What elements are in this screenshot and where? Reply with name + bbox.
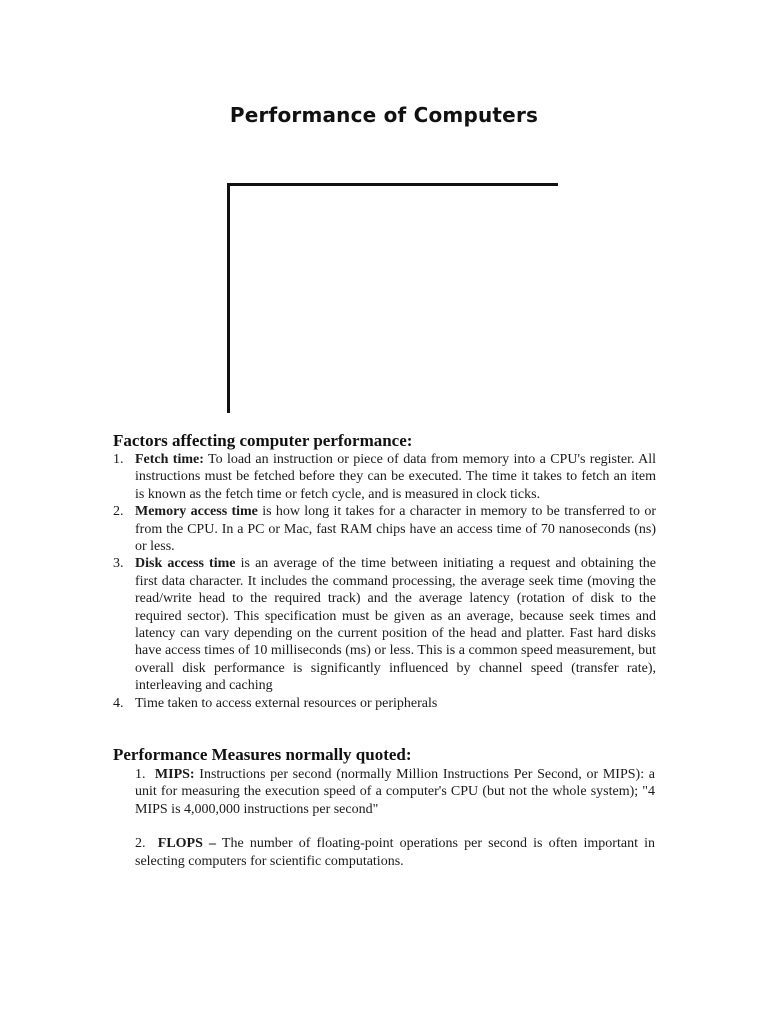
list-item — [113, 695, 656, 712]
frame-left-border — [227, 183, 230, 413]
measures-heading: Performance Measures normally quoted: — [113, 745, 412, 764]
list-item — [135, 766, 655, 818]
list-item — [113, 451, 656, 503]
list-item-number: 1. — [135, 767, 146, 782]
list-item-term: Disk access time — [135, 556, 236, 572]
list-item-text: Instructions per second (normally Million Instructions Per Second, or MIPS): a unit for measuring the execution speed of a computer's CPU (but not the whole system); "4 MIPS is 4,000,000 instructions per second" — [135, 767, 656, 817]
spacer — [135, 818, 655, 835]
list-item-number: 2. — [113, 504, 124, 520]
list-item-term: Fetch time: — [135, 452, 204, 467]
list-item-body — [135, 451, 656, 503]
list-item — [135, 835, 655, 870]
list-item-term: FLOPS – — [157, 836, 217, 852]
list-item-text: is an average of the time between initiating a request and obtaining the first data character. It includes the command processing, the average seek time (moving the read/write head to the required track) and the average latency (rotation of disk to the required sector). This specification must be given as an average, because seek times and latency can vary depending on the current position of the head and platter. Fast hard disks have access times of 10 milliseconds (ms) or less. This is a common speed measurement, but overall disk performance is significantly influenced by channel speed (transfer rate), interleaving and caching — [135, 556, 656, 694]
list-item-text: is how long it takes for a character in memory to be transferred to or from the CPU. In a PC or Mac, fast RAM chips have an access time of 70 nanoseconds (ns) or less. — [135, 504, 656, 555]
list-item-body — [135, 695, 656, 712]
factors-list — [113, 451, 656, 712]
frame-top-border — [227, 183, 558, 186]
list-item-number: 3. — [113, 556, 124, 572]
list-item — [113, 503, 656, 555]
list-item-body — [135, 555, 656, 694]
list-item-text: The number of floating-point operations per second is often important in selecting computers for scientific computations. — [135, 836, 655, 869]
list-item-text: To load an instruction or piece of data from memory into a CPU's register. All instructions must be fetched before they can be executed. The time it takes to fetch an item is known as the fetch time or fetch cycle, and is measured in clock ticks. — [135, 452, 656, 502]
measures-list — [135, 766, 655, 870]
list-item-number: 4. — [113, 695, 124, 711]
list-item-body — [135, 503, 656, 555]
list-item-number: 2. — [135, 836, 146, 852]
page-title: Performance of Computers — [229, 103, 539, 127]
list-item-term: MIPS: — [154, 767, 195, 782]
list-item-number: 1. — [113, 452, 124, 467]
list-item-text: Time taken to access external resources or peripherals — [135, 695, 438, 711]
list-item — [113, 555, 656, 694]
list-item-term: Memory access time — [135, 504, 258, 520]
factors-heading: Factors affecting computer performance: — [113, 431, 413, 450]
